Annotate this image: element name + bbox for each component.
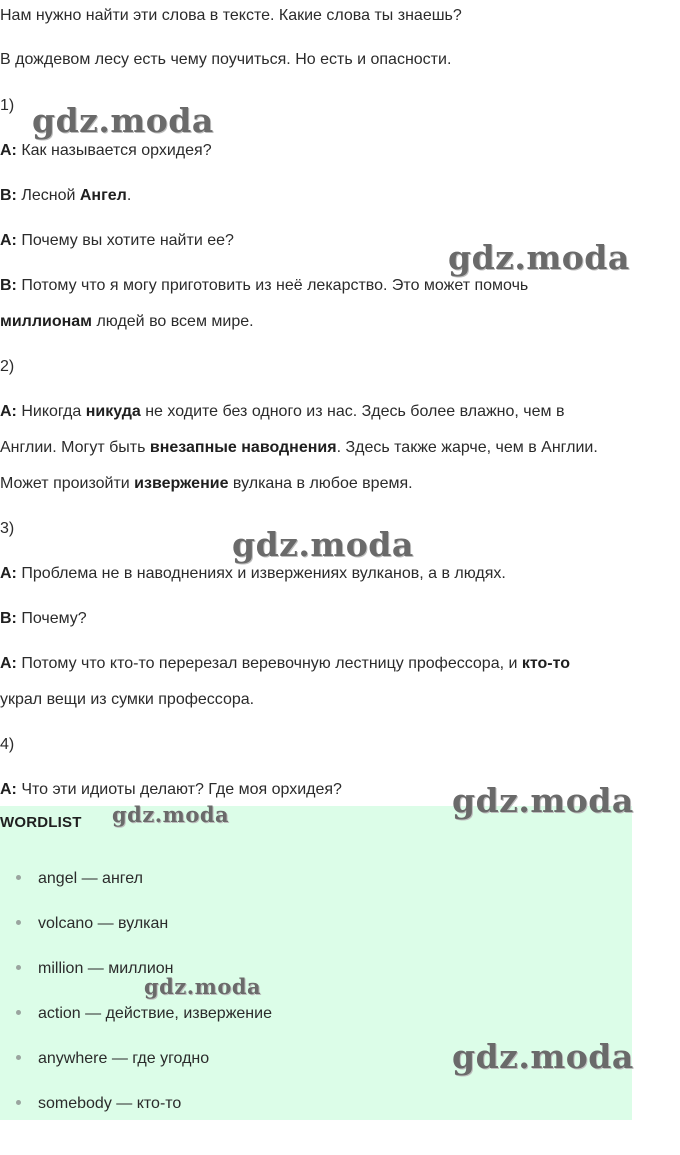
speaker-label: B: (0, 277, 17, 294)
speaker-label: B: (0, 187, 17, 204)
bullet-icon (16, 920, 21, 925)
speaker-label: A: (0, 781, 17, 798)
dialogue-line: Англии. Могут быть внезапные наводнения. Здесь также жарче, чем в Англии. (0, 439, 598, 456)
dialogue-line: Может произойти извержение вулкана в любое время. (0, 475, 413, 492)
keyword: извержение (134, 475, 229, 492)
dialogue-line: миллионам людей во всем мире. (0, 313, 254, 330)
dialogue-line: A: Потому что кто-то перерезал веревочную лестницу профессора, и кто-то (0, 655, 571, 672)
keyword: внезапные наводнения (149, 439, 337, 456)
wordlist-item: somebody — кто-то (16, 1094, 181, 1114)
dialogue-line: A: Никогда никуда не ходите без одного из нас. Здесь более влажно, чем в (0, 403, 565, 420)
wordlist-item: volcano — вулкан (16, 914, 168, 934)
bullet-icon (16, 1010, 21, 1015)
keyword: Ангел (79, 187, 127, 204)
watermark-logo: gdz.moda (112, 802, 230, 827)
speaker-label: A: (0, 403, 17, 420)
watermark-logo: gdz.moda (144, 974, 262, 999)
speaker-label: A: (0, 232, 17, 249)
intro-statement: В дождевом лесу есть чему поучиться. Но есть и опасности. (0, 51, 452, 68)
watermark-logo: gdz.moda (452, 1037, 634, 1076)
keyword: никуда (85, 403, 141, 420)
watermark-logo: gdz.moda (448, 238, 630, 277)
bullet-icon (16, 1100, 21, 1105)
section-number: 2) (0, 358, 15, 375)
section-number: 3) (0, 520, 15, 537)
dialogue-line: B: Лесной Ангел. (0, 187, 132, 204)
wordlist-item: million — миллион (16, 959, 174, 979)
speaker-label: A: (0, 655, 17, 672)
bullet-icon (16, 1055, 21, 1060)
watermark-logo: gdz.moda (32, 101, 214, 140)
speaker-label: A: (0, 142, 17, 159)
dialogue-line: A: Почему вы хотите найти ее? (0, 232, 234, 249)
intro-question: Нам нужно найти эти слова в тексте. Какие слова ты знаешь? (0, 7, 462, 24)
dialogue-line: B: Почему? (0, 610, 87, 627)
dialogue-line: украл вещи из сумки профессора. (0, 691, 255, 708)
wordlist-item: action — действие, извержение (16, 1004, 272, 1024)
section-number: 1) (0, 97, 15, 114)
watermark-logo: gdz.moda (452, 781, 634, 820)
bullet-icon (16, 965, 21, 970)
dialogue-line: A: Проблема не в наводнениях и извержениях вулканов, а в людях. (0, 565, 506, 582)
wordlist-item: anywhere — где угодно (16, 1049, 209, 1069)
speaker-label: B: (0, 610, 17, 627)
wordlist-item: angel — ангел (16, 869, 143, 889)
watermark-logo: gdz.moda (232, 525, 414, 564)
wordlist-title: WORDLIST (0, 814, 82, 831)
keyword: миллионам (0, 313, 93, 330)
bullet-icon (16, 875, 21, 880)
dialogue-line: B: Потому что я могу приготовить из неё лекарство. Это может помочь (0, 277, 529, 294)
speaker-label: A: (0, 565, 17, 582)
dialogue-line: A: Что эти идиоты делают? Где моя орхидея? (0, 781, 342, 798)
section-number: 4) (0, 736, 15, 753)
dialogue-line: A: Как называется орхидея? (0, 142, 212, 159)
keyword: кто-то (521, 655, 571, 672)
